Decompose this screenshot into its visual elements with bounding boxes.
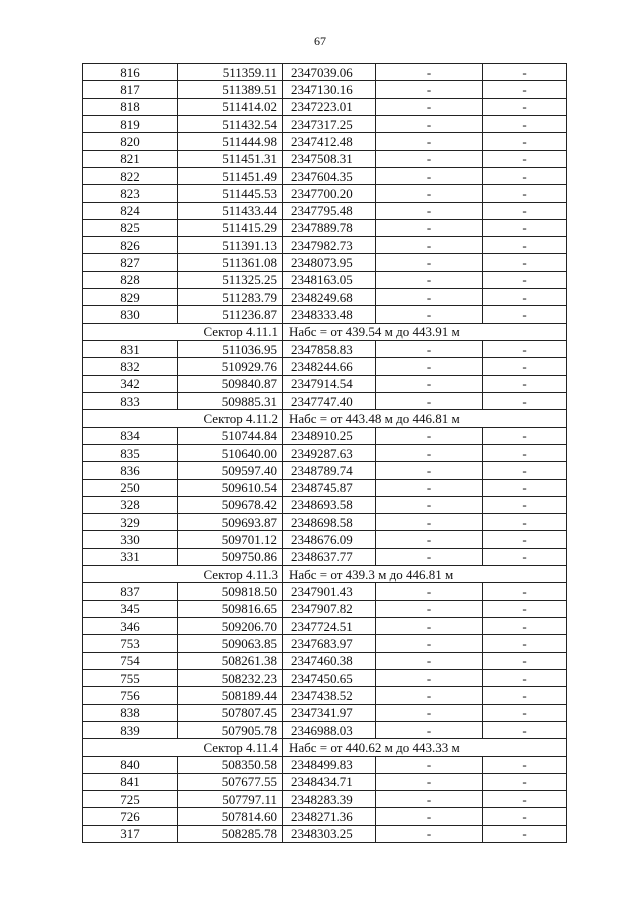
column-4-cell: - — [376, 635, 483, 652]
table-row — [83, 237, 567, 254]
table-row — [83, 115, 567, 132]
point-number-cell: 828 — [83, 271, 178, 288]
point-number-cell: 827 — [83, 254, 178, 271]
y-coordinate-cell: 2348676.09 — [283, 531, 376, 548]
y-coordinate-cell: 2347907.82 — [283, 600, 376, 617]
column-4-cell: - — [376, 756, 483, 773]
point-number-cell: 330 — [83, 531, 178, 548]
table-row — [83, 167, 567, 184]
x-coordinate-cell: 507814.60 — [178, 808, 283, 825]
column-5-cell: - — [483, 496, 567, 513]
y-coordinate-cell: 2347130.16 — [283, 81, 376, 98]
sector-height-range: Набс = от 440.62 м до 443.33 м — [283, 739, 567, 756]
x-coordinate-cell: 511359.11 — [178, 64, 283, 81]
column-5-cell: - — [483, 669, 567, 686]
y-coordinate-cell: 2348499.83 — [283, 756, 376, 773]
column-5-cell: - — [483, 237, 567, 254]
column-4-cell: - — [376, 185, 483, 202]
point-number-cell: 830 — [83, 306, 178, 323]
x-coordinate-cell: 511451.31 — [178, 150, 283, 167]
column-5-cell: - — [483, 479, 567, 496]
column-4-cell: - — [376, 254, 483, 271]
column-5-cell: - — [483, 773, 567, 790]
y-coordinate-cell: 2348698.58 — [283, 514, 376, 531]
column-4-cell: - — [376, 392, 483, 409]
column-4-cell: - — [376, 618, 483, 635]
table-row — [83, 306, 567, 323]
x-coordinate-cell: 511415.29 — [178, 219, 283, 236]
x-coordinate-cell: 511433.44 — [178, 202, 283, 219]
sector-name: Сектор 4.11.4 — [83, 739, 283, 756]
table-row — [83, 652, 567, 669]
x-coordinate-cell: 511325.25 — [178, 271, 283, 288]
x-coordinate-cell: 508350.58 — [178, 756, 283, 773]
column-4-cell: - — [376, 808, 483, 825]
column-5-cell: - — [483, 98, 567, 115]
point-number-cell: 753 — [83, 635, 178, 652]
x-coordinate-cell: 511389.51 — [178, 81, 283, 98]
point-number-cell: 317 — [83, 825, 178, 842]
column-5-cell: - — [483, 167, 567, 184]
column-5-cell: - — [483, 704, 567, 721]
y-coordinate-cell: 2348333.48 — [283, 306, 376, 323]
column-4-cell: - — [376, 514, 483, 531]
x-coordinate-cell: 508189.44 — [178, 687, 283, 704]
column-4-cell: - — [376, 133, 483, 150]
point-number-cell: 328 — [83, 496, 178, 513]
point-number-cell: 821 — [83, 150, 178, 167]
point-number-cell: 841 — [83, 773, 178, 790]
table-row — [83, 669, 567, 686]
point-number-cell: 342 — [83, 375, 178, 392]
x-coordinate-cell: 511236.87 — [178, 306, 283, 323]
column-4-cell: - — [376, 358, 483, 375]
coordinates-table — [82, 63, 567, 843]
y-coordinate-cell: 2348249.68 — [283, 289, 376, 306]
point-number-cell: 825 — [83, 219, 178, 236]
y-coordinate-cell: 2348789.74 — [283, 462, 376, 479]
x-coordinate-cell: 507905.78 — [178, 721, 283, 738]
y-coordinate-cell: 2347438.52 — [283, 687, 376, 704]
column-4-cell: - — [376, 496, 483, 513]
point-number-cell: 820 — [83, 133, 178, 150]
point-number-cell: 345 — [83, 600, 178, 617]
table-row — [83, 358, 567, 375]
y-coordinate-cell: 2347982.73 — [283, 237, 376, 254]
x-coordinate-cell: 511283.79 — [178, 289, 283, 306]
column-4-cell: - — [376, 289, 483, 306]
point-number-cell: 838 — [83, 704, 178, 721]
table-row — [83, 289, 567, 306]
column-4-cell: - — [376, 652, 483, 669]
x-coordinate-cell: 508232.23 — [178, 669, 283, 686]
y-coordinate-cell: 2347508.31 — [283, 150, 376, 167]
sector-height-range: Набс = от 439.3 м до 446.81 м — [283, 566, 567, 583]
column-4-cell: - — [376, 479, 483, 496]
table-row — [83, 808, 567, 825]
table-row — [83, 98, 567, 115]
point-number-cell: 817 — [83, 81, 178, 98]
table-row — [83, 271, 567, 288]
y-coordinate-cell: 2347914.54 — [283, 375, 376, 392]
column-5-cell: - — [483, 254, 567, 271]
column-4-cell: - — [376, 721, 483, 738]
point-number-cell: 818 — [83, 98, 178, 115]
point-number-cell: 346 — [83, 618, 178, 635]
y-coordinate-cell: 2347223.01 — [283, 98, 376, 115]
y-coordinate-cell: 2348283.39 — [283, 791, 376, 808]
sector-header-row — [83, 410, 567, 427]
table-row — [83, 618, 567, 635]
y-coordinate-cell: 2348637.77 — [283, 548, 376, 565]
column-4-cell: - — [376, 427, 483, 444]
x-coordinate-cell: 509818.50 — [178, 583, 283, 600]
column-4-cell: - — [376, 64, 483, 81]
table-row — [83, 444, 567, 461]
column-5-cell: - — [483, 635, 567, 652]
column-4-cell: - — [376, 825, 483, 842]
y-coordinate-cell: 2347460.38 — [283, 652, 376, 669]
column-5-cell: - — [483, 150, 567, 167]
x-coordinate-cell: 510640.00 — [178, 444, 283, 461]
point-number-cell: 833 — [83, 392, 178, 409]
column-4-cell: - — [376, 341, 483, 358]
sector-header-row — [83, 566, 567, 583]
x-coordinate-cell: 511451.49 — [178, 167, 283, 184]
x-coordinate-cell: 507807.45 — [178, 704, 283, 721]
column-4-cell: - — [376, 600, 483, 617]
column-5-cell: - — [483, 756, 567, 773]
x-coordinate-cell: 511036.95 — [178, 341, 283, 358]
y-coordinate-cell: 2347858.83 — [283, 341, 376, 358]
table-row — [83, 773, 567, 790]
table-row — [83, 548, 567, 565]
table-row — [83, 704, 567, 721]
point-number-cell: 816 — [83, 64, 178, 81]
y-coordinate-cell: 2346988.03 — [283, 721, 376, 738]
column-4-cell: - — [376, 773, 483, 790]
column-5-cell: - — [483, 306, 567, 323]
x-coordinate-cell: 511361.08 — [178, 254, 283, 271]
column-5-cell: - — [483, 600, 567, 617]
y-coordinate-cell: 2347450.65 — [283, 669, 376, 686]
x-coordinate-cell: 509816.65 — [178, 600, 283, 617]
point-number-cell: 826 — [83, 237, 178, 254]
table-row — [83, 531, 567, 548]
table-row — [83, 721, 567, 738]
table-row — [83, 254, 567, 271]
page-number: 67 — [314, 34, 326, 48]
table-row — [83, 133, 567, 150]
point-number-cell: 823 — [83, 185, 178, 202]
y-coordinate-cell: 2347700.20 — [283, 185, 376, 202]
point-number-cell: 725 — [83, 791, 178, 808]
table-row — [83, 392, 567, 409]
point-number-cell: 329 — [83, 514, 178, 531]
x-coordinate-cell: 507797.11 — [178, 791, 283, 808]
y-coordinate-cell: 2347341.97 — [283, 704, 376, 721]
table-row — [83, 496, 567, 513]
x-coordinate-cell: 509678.42 — [178, 496, 283, 513]
table-row — [83, 341, 567, 358]
point-number-cell: 250 — [83, 479, 178, 496]
y-coordinate-cell: 2348434.71 — [283, 773, 376, 790]
column-4-cell: - — [376, 375, 483, 392]
column-5-cell: - — [483, 687, 567, 704]
column-5-cell: - — [483, 652, 567, 669]
x-coordinate-cell: 511444.98 — [178, 133, 283, 150]
table-row — [83, 791, 567, 808]
table-row — [83, 756, 567, 773]
column-4-cell: - — [376, 548, 483, 565]
table-row — [83, 479, 567, 496]
column-5-cell: - — [483, 444, 567, 461]
column-4-cell: - — [376, 531, 483, 548]
column-5-cell: - — [483, 514, 567, 531]
y-coordinate-cell: 2348693.58 — [283, 496, 376, 513]
x-coordinate-cell: 511432.54 — [178, 115, 283, 132]
table-row — [83, 219, 567, 236]
sector-name: Сектор 4.11.3 — [83, 566, 283, 583]
table-row — [83, 687, 567, 704]
y-coordinate-cell: 2347889.78 — [283, 219, 376, 236]
column-5-cell: - — [483, 133, 567, 150]
column-5-cell: - — [483, 81, 567, 98]
column-5-cell: - — [483, 392, 567, 409]
table-row — [83, 583, 567, 600]
y-coordinate-cell: 2347412.48 — [283, 133, 376, 150]
column-5-cell: - — [483, 358, 567, 375]
point-number-cell: 835 — [83, 444, 178, 461]
y-coordinate-cell: 2347317.25 — [283, 115, 376, 132]
y-coordinate-cell: 2347683.97 — [283, 635, 376, 652]
y-coordinate-cell: 2348244.66 — [283, 358, 376, 375]
y-coordinate-cell: 2347747.40 — [283, 392, 376, 409]
x-coordinate-cell: 510744.84 — [178, 427, 283, 444]
column-4-cell: - — [376, 202, 483, 219]
table-row — [83, 825, 567, 842]
column-5-cell: - — [483, 721, 567, 738]
column-4-cell: - — [376, 462, 483, 479]
column-5-cell: - — [483, 202, 567, 219]
column-5-cell: - — [483, 825, 567, 842]
column-4-cell: - — [376, 669, 483, 686]
x-coordinate-cell: 511445.53 — [178, 185, 283, 202]
sector-name: Сектор 4.11.1 — [83, 323, 283, 340]
x-coordinate-cell: 509840.87 — [178, 375, 283, 392]
column-5-cell: - — [483, 531, 567, 548]
point-number-cell: 831 — [83, 341, 178, 358]
column-4-cell: - — [376, 115, 483, 132]
y-coordinate-cell: 2348073.95 — [283, 254, 376, 271]
sector-header-row — [83, 739, 567, 756]
y-coordinate-cell: 2348303.25 — [283, 825, 376, 842]
column-5-cell: - — [483, 64, 567, 81]
column-4-cell: - — [376, 704, 483, 721]
column-5-cell: - — [483, 548, 567, 565]
x-coordinate-cell: 511414.02 — [178, 98, 283, 115]
point-number-cell: 834 — [83, 427, 178, 444]
y-coordinate-cell: 2348745.87 — [283, 479, 376, 496]
x-coordinate-cell: 508285.78 — [178, 825, 283, 842]
x-coordinate-cell: 509693.87 — [178, 514, 283, 531]
y-coordinate-cell: 2347604.35 — [283, 167, 376, 184]
point-number-cell: 754 — [83, 652, 178, 669]
point-number-cell: 726 — [83, 808, 178, 825]
table-row — [83, 64, 567, 81]
column-5-cell: - — [483, 375, 567, 392]
point-number-cell: 755 — [83, 669, 178, 686]
column-5-cell: - — [483, 115, 567, 132]
x-coordinate-cell: 509206.70 — [178, 618, 283, 635]
column-5-cell: - — [483, 618, 567, 635]
column-4-cell: - — [376, 237, 483, 254]
column-4-cell: - — [376, 150, 483, 167]
y-coordinate-cell: 2348271.36 — [283, 808, 376, 825]
point-number-cell: 839 — [83, 721, 178, 738]
y-coordinate-cell: 2347795.48 — [283, 202, 376, 219]
table-row — [83, 427, 567, 444]
point-number-cell: 832 — [83, 358, 178, 375]
table-row — [83, 81, 567, 98]
point-number-cell: 756 — [83, 687, 178, 704]
column-4-cell: - — [376, 306, 483, 323]
column-4-cell: - — [376, 271, 483, 288]
point-number-cell: 829 — [83, 289, 178, 306]
coordinates-table-body — [83, 64, 567, 843]
x-coordinate-cell: 510929.76 — [178, 358, 283, 375]
x-coordinate-cell: 507677.55 — [178, 773, 283, 790]
y-coordinate-cell: 2348910.25 — [283, 427, 376, 444]
point-number-cell: 837 — [83, 583, 178, 600]
table-row — [83, 514, 567, 531]
column-4-cell: - — [376, 167, 483, 184]
table-row — [83, 635, 567, 652]
table-row — [83, 375, 567, 392]
x-coordinate-cell: 509750.86 — [178, 548, 283, 565]
column-5-cell: - — [483, 462, 567, 479]
point-number-cell: 819 — [83, 115, 178, 132]
sector-height-range: Набс = от 443.48 м до 446.81 м — [283, 410, 567, 427]
x-coordinate-cell: 508261.38 — [178, 652, 283, 669]
column-4-cell: - — [376, 219, 483, 236]
table-row — [83, 462, 567, 479]
column-5-cell: - — [483, 427, 567, 444]
point-number-cell: 824 — [83, 202, 178, 219]
column-5-cell: - — [483, 219, 567, 236]
table-row — [83, 185, 567, 202]
y-coordinate-cell: 2347039.06 — [283, 64, 376, 81]
y-coordinate-cell: 2347901.43 — [283, 583, 376, 600]
point-number-cell: 840 — [83, 756, 178, 773]
column-4-cell: - — [376, 81, 483, 98]
column-5-cell: - — [483, 583, 567, 600]
point-number-cell: 822 — [83, 167, 178, 184]
column-4-cell: - — [376, 687, 483, 704]
column-5-cell: - — [483, 808, 567, 825]
column-4-cell: - — [376, 98, 483, 115]
x-coordinate-cell: 509701.12 — [178, 531, 283, 548]
column-5-cell: - — [483, 289, 567, 306]
sector-header-row — [83, 323, 567, 340]
x-coordinate-cell: 509063.85 — [178, 635, 283, 652]
x-coordinate-cell: 511391.13 — [178, 237, 283, 254]
column-4-cell: - — [376, 791, 483, 808]
point-number-cell: 331 — [83, 548, 178, 565]
table-row — [83, 202, 567, 219]
sector-name: Сектор 4.11.2 — [83, 410, 283, 427]
table-row — [83, 150, 567, 167]
column-4-cell: - — [376, 583, 483, 600]
table-row — [83, 600, 567, 617]
x-coordinate-cell: 509610.54 — [178, 479, 283, 496]
point-number-cell: 836 — [83, 462, 178, 479]
column-5-cell: - — [483, 185, 567, 202]
x-coordinate-cell: 509597.40 — [178, 462, 283, 479]
column-4-cell: - — [376, 444, 483, 461]
sector-height-range: Набс = от 439.54 м до 443.91 м — [283, 323, 567, 340]
y-coordinate-cell: 2347724.51 — [283, 618, 376, 635]
column-5-cell: - — [483, 341, 567, 358]
y-coordinate-cell: 2349287.63 — [283, 444, 376, 461]
column-5-cell: - — [483, 271, 567, 288]
column-5-cell: - — [483, 791, 567, 808]
x-coordinate-cell: 509885.31 — [178, 392, 283, 409]
y-coordinate-cell: 2348163.05 — [283, 271, 376, 288]
